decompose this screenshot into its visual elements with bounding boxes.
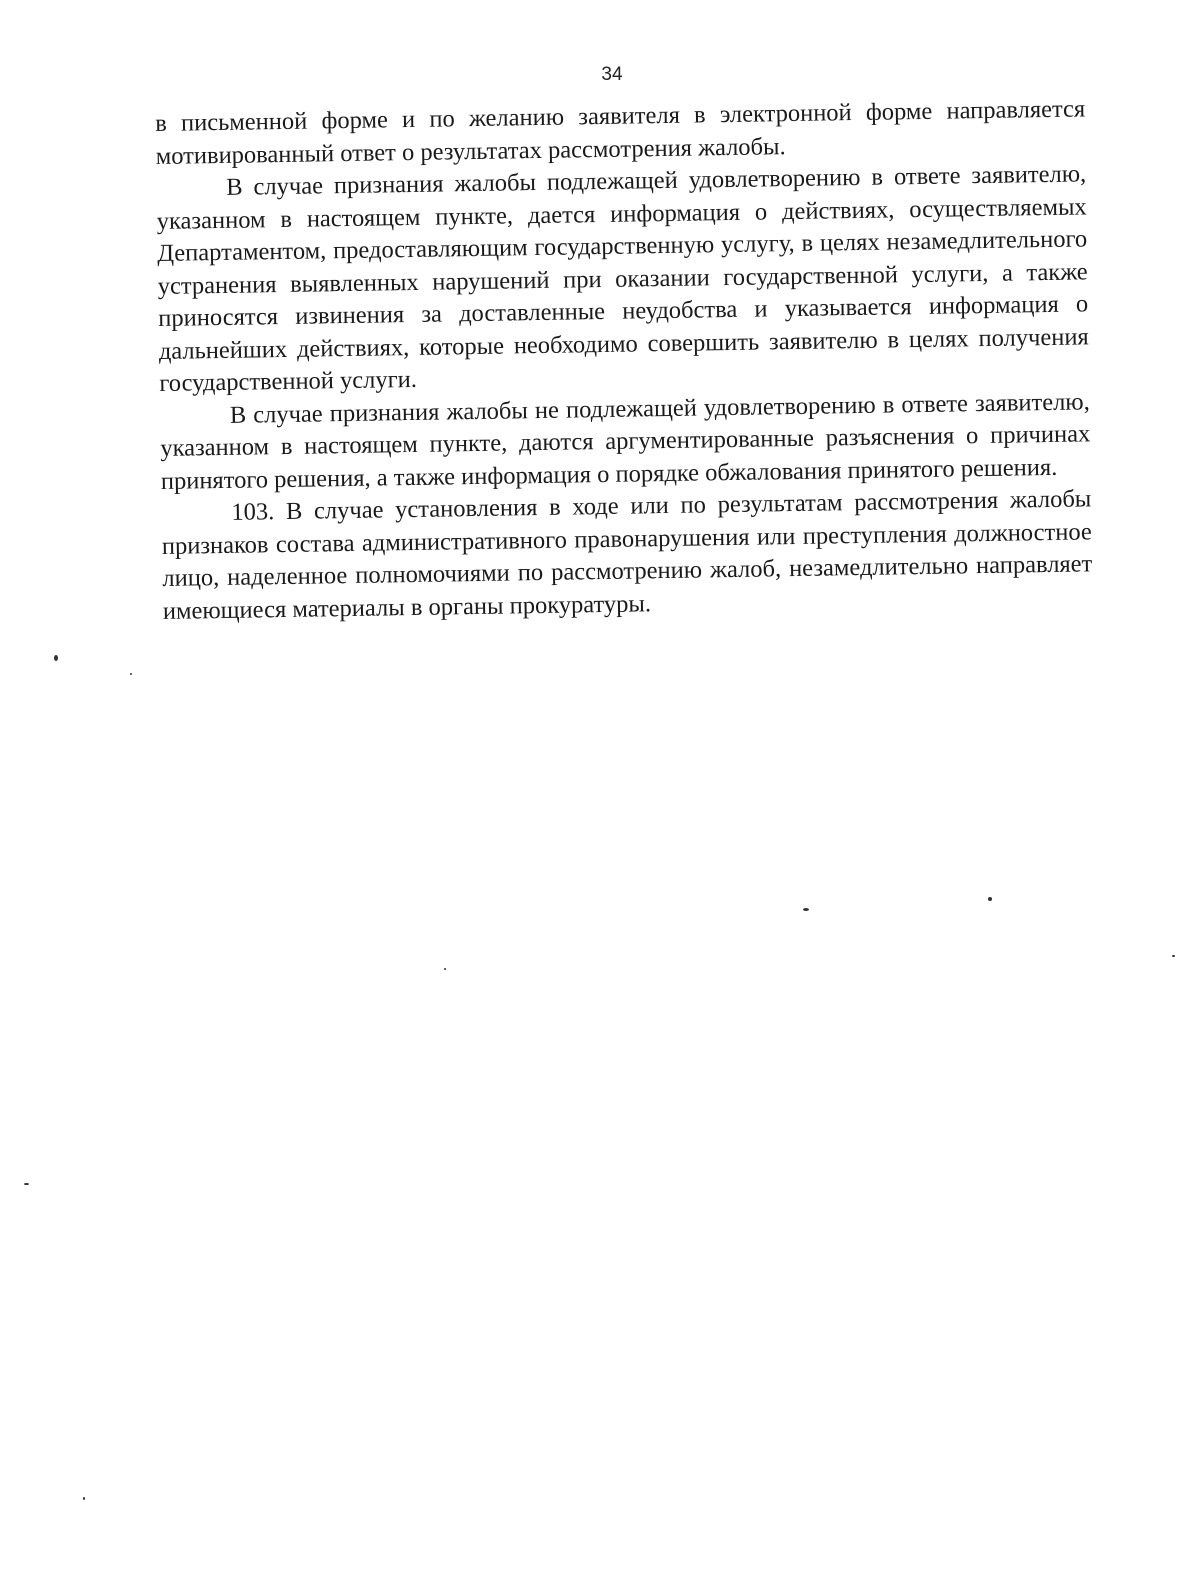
scan-speck <box>130 673 132 675</box>
scan-speck <box>444 968 446 970</box>
scan-speck <box>988 897 992 901</box>
paragraph-continuation: в письменной форме и по желанию заявителя в электронной форме направляется мотивированный ответ о результатах рассмотрения жалобы. <box>155 95 1086 170</box>
scan-speck <box>24 1183 29 1185</box>
paragraph-complaint-rejected: В случае признания жалобы не подлежащей удовлетворению в ответе заявителю, указанном в настоящем пункте, даются аргументированные разъяснения о причинах принятого решения, а также информация о порядке обжалования принятого решения. <box>160 387 1091 495</box>
paragraph-item-103: 103. В случае установления в ходе или по результатам рассмотрения жалобы признаков состава административного правонарушения или преступления должностное лицо, наделенное полномочиями по рассмотрению жалоб, незамедлительно направляет имеющиеся материалы в органы прокуратуры. <box>161 485 1093 625</box>
paragraph-complaint-satisfied: В случае признания жалобы подлежащей удовлетворению в ответе заявителю, указанном в настоящем пункте, дается информация о действиях, осуществляемых Департаментом, предоставляющим государственную услугу, в целях незамедлительного устранения выявленных нарушений при оказании государственной услуги, а также приносятся извинения за доставленные неудобства и указывается информация о дальнейших действиях, которые необходимо совершить заявителю в целях получения государственной услуги. <box>156 160 1089 397</box>
scan-speck <box>803 908 809 911</box>
document-body <box>155 93 1093 628</box>
scan-speck <box>54 655 58 661</box>
page-number: 34 <box>601 64 623 85</box>
scan-speck <box>83 1497 85 1500</box>
scan-speck <box>1172 955 1175 957</box>
